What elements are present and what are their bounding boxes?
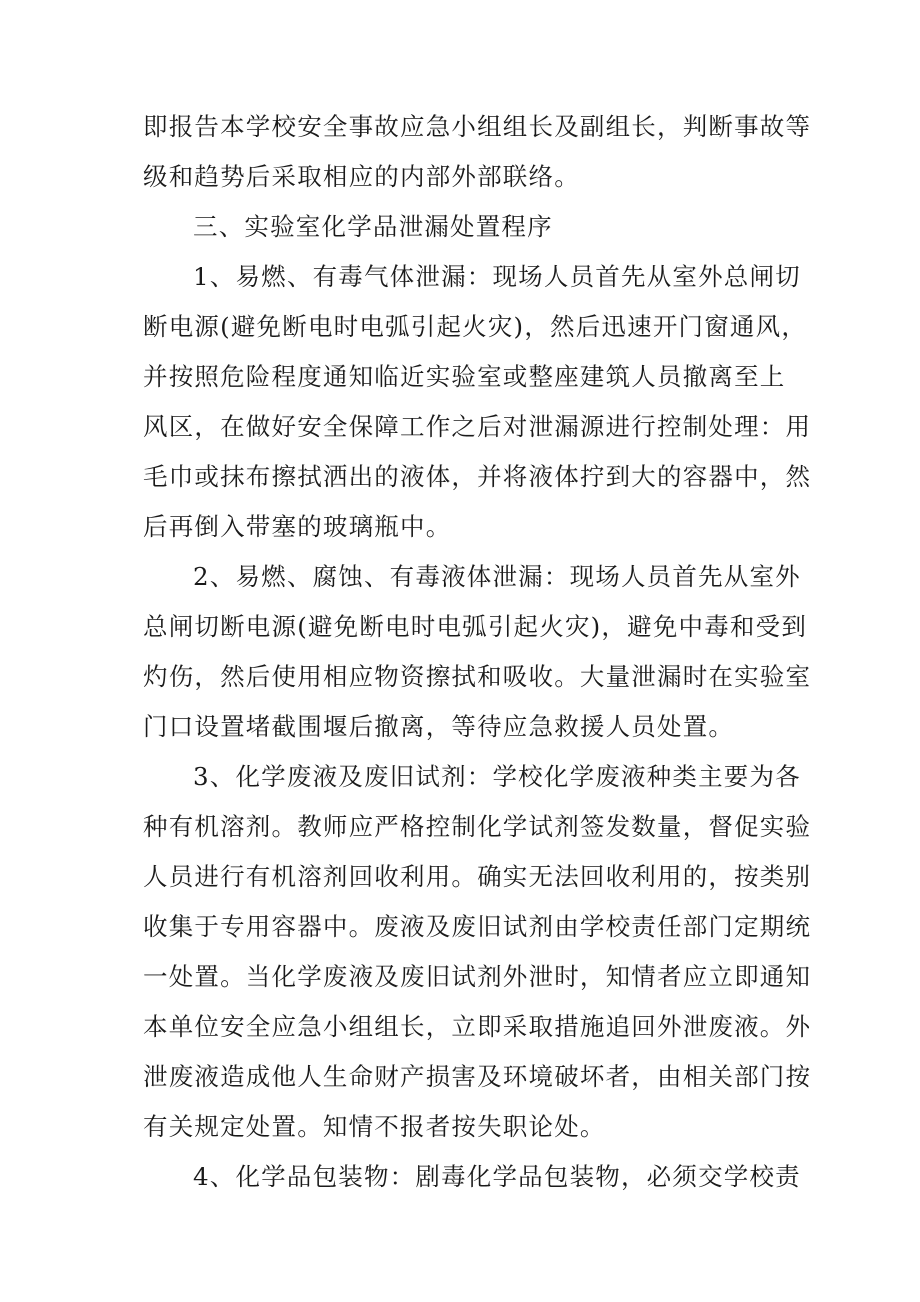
text-line: 有关规定处置。知情不报者按失职论处。 xyxy=(143,1112,606,1141)
paragraph xyxy=(143,252,812,552)
text-line: 三、实验室化学品泄漏处置程序 xyxy=(193,212,553,241)
text-line: 灼伤，然后使用相应物资擦拭和吸收。大量泄漏时在实验室 xyxy=(143,662,812,691)
section-heading xyxy=(143,202,779,252)
paragraph xyxy=(143,752,812,1152)
text-line: 人员进行有机溶剂回收利用。确实无法回收利用的，按类别 xyxy=(143,862,812,891)
text-line: 风区，在做好安全保障工作之后对泄漏源进行控制处理：用 xyxy=(143,412,812,441)
text-line: 3、化学废液及废旧试剂：学校化学废液种类主要为各 xyxy=(193,762,801,791)
text-line: 1、易燃、有毒气体泄漏：现场人员首先从室外总闸切 xyxy=(193,262,801,291)
text-line: 级和趋势后采取相应的内部外部联络。 xyxy=(143,162,580,191)
text-line: 泄废液造成他人生命财产损害及环境破坏者，由相关部门按 xyxy=(143,1062,812,1091)
paragraph xyxy=(143,102,812,202)
document-body xyxy=(143,102,812,1202)
text-line: 2、易燃、腐蚀、有毒液体泄漏：现场人员首先从室外 xyxy=(193,562,801,591)
text-line: 后再倒入带塞的玻璃瓶中。 xyxy=(143,512,452,541)
text-line: 总闸切断电源(避免断电时电弧引起火灾)，避免中毒和受到 xyxy=(143,612,808,641)
text-line: 收集于专用容器中。废液及废旧试剂由学校责任部门定期统 xyxy=(143,912,812,941)
text-line: 种有机溶剂。教师应严格控制化学试剂签发数量，督促实验 xyxy=(143,812,812,841)
text-line: 4、化学品包装物：剧毒化学品包装物，必须交学校责 xyxy=(193,1162,801,1191)
paragraph xyxy=(143,1152,801,1202)
text-line: 门口设置堵截围堰后撤离，等待应急救援人员处置。 xyxy=(143,712,735,741)
text-line: 本单位安全应急小组组长，立即采取措施追回外泄废液。外 xyxy=(143,1012,812,1041)
text-line: 即报告本学校安全事故应急小组组长及副组长，判断事故等 xyxy=(143,112,812,141)
paragraph xyxy=(143,552,812,752)
text-line: 断电源(避免断电时电弧引起火灾)，然后迅速开门窗通风， xyxy=(143,312,808,341)
text-line: 一处置。当化学废液及废旧试剂外泄时，知情者应立即通知 xyxy=(143,962,812,991)
text-line: 并按照危险程度通知临近实验室或整座建筑人员撤离至上 xyxy=(143,362,786,391)
text-line: 毛巾或抹布擦拭洒出的液体，并将液体拧到大的容器中，然 xyxy=(143,462,812,491)
